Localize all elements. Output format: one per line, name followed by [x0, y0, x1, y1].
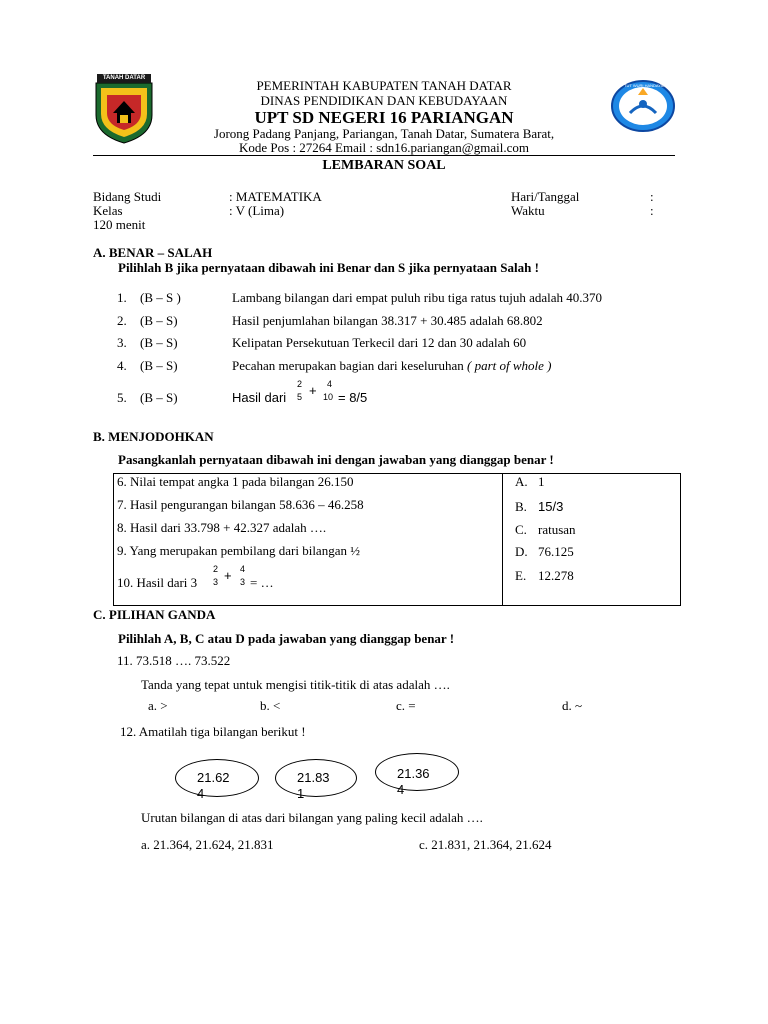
a-item-3-text: Kelipatan Persekutuan Terkecil dari 12 dan 30 adalah 60	[232, 335, 527, 350]
duration: 120 menit	[93, 217, 146, 232]
q12-n2-top: 21.83	[297, 770, 330, 785]
q11-option-c: c. =	[396, 698, 416, 713]
time-label: Waktu	[511, 203, 545, 218]
q12-option-c: c. 21.831, 21.364, 21.624	[419, 837, 552, 852]
tut-wuri-handayani-logo	[610, 79, 676, 133]
b-right-a-value: 1	[538, 474, 545, 489]
header-divider	[93, 155, 675, 156]
b-right-e-letter: E.	[515, 568, 527, 583]
header-contact: Kode Pos : 27264 Email : sdn16.pariangan@gmail.com	[239, 140, 529, 155]
b-right-d-letter: D.	[515, 544, 528, 559]
time-value: :	[650, 203, 654, 218]
section-b-instruction: Pasangkanlah pernyataan dibawah ini dengan jawaban yang dianggap benar !	[118, 452, 554, 467]
class-value: : V (Lima)	[229, 203, 285, 218]
subject-value: : MATEMATIKA	[229, 189, 322, 204]
b10-f1-den: 3	[213, 577, 219, 587]
doc-title: LEMBARAN SOAL	[322, 158, 446, 173]
section-a-instruction: Pilihlah B jika pernyataan dibawah ini Benar dan S jika pernyataan Salah !	[118, 260, 539, 275]
q11-stem: 11. 73.518 …. 73.522	[117, 653, 231, 668]
q12-prompt: Urutan bilangan di atas dari bilangan yang paling kecil adalah ….	[141, 810, 483, 825]
b10-plus: +	[224, 568, 232, 583]
q12-n1-bottom: 4	[197, 786, 205, 801]
b-left-7: 7. Hasil pengurangan bilangan 58.636 – 46.258	[117, 497, 364, 512]
b-right-b-value: 15/3	[538, 499, 564, 514]
b-left-9: 9. Yang merupakan pembilang dari bilangan ½	[117, 543, 360, 558]
header-line2: DINAS PENDIDIKAN DAN KEBUDAYAAN	[260, 93, 508, 108]
section-b-heading: B. MENJODOHKAN	[93, 429, 214, 444]
b-right-d-value: 76.125	[538, 544, 574, 559]
tanah-datar-logo	[93, 73, 155, 145]
a-item-4-choice: (B – S)	[140, 358, 178, 373]
a-item-4-num: 4.	[117, 358, 127, 373]
a-item-2-choice: (B – S)	[140, 313, 178, 328]
q12-n3-bottom: 4	[397, 782, 405, 797]
header-address: Jorong Padang Panjang, Pariangan, Tanah Datar, Sumatera Barat,	[213, 126, 555, 141]
q12-option-a: a. 21.364, 21.624, 21.831	[141, 837, 274, 852]
b-right-c-value: ratusan	[538, 522, 576, 537]
a-item-1-choice: (B – S )	[140, 290, 181, 305]
b-right-e-value: 12.278	[538, 568, 574, 583]
b-right-c-letter: C.	[515, 522, 527, 537]
header-line1: PEMERINTAH KABUPATEN TANAH DATAR	[256, 78, 512, 93]
a5-plus: +	[309, 383, 317, 398]
q12-n2-bottom: 1	[297, 786, 305, 801]
a-item-3-choice: (B – S)	[140, 335, 178, 350]
q11-option-a: a. >	[148, 698, 168, 713]
a5-frac1-num: 2	[297, 379, 303, 389]
q12-stem: 12. Amatilah tiga bilangan berikut !	[120, 724, 306, 739]
subject-label: Bidang Studi	[93, 189, 162, 204]
a5-frac1-den: 5	[297, 392, 303, 402]
q11-option-b: b. <	[260, 698, 281, 713]
a-item-5-choice: (B – S)	[140, 390, 178, 405]
b-right-b-letter: B.	[515, 499, 527, 514]
section-c-heading: C. PILIHAN GANDA	[93, 607, 216, 622]
day-label: Hari/Tanggal	[511, 189, 580, 204]
section-c-instruction: Pilihlah A, B, C atau D pada jawaban yang dianggap benar !	[118, 631, 455, 646]
a-item-3-num: 3.	[117, 335, 127, 350]
matching-table	[113, 473, 681, 606]
b10-f1-num: 2	[213, 564, 219, 574]
b-left-8: 8. Hasil dari 33.798 + 42.327 adalah ….	[117, 520, 327, 535]
b10-f2-den: 3	[240, 577, 246, 587]
a5-result: = 8/5	[338, 390, 368, 405]
q12-n3-top: 21.36	[397, 766, 430, 781]
b-right-a-letter: A.	[515, 474, 528, 489]
b10-f2-num: 4	[240, 564, 246, 574]
a5-frac2-den: 10	[323, 392, 334, 402]
logo-right-label: TUT WURI HANDAYANI	[624, 83, 668, 88]
b10-suffix: = …	[250, 575, 274, 590]
section-a-heading: A. BENAR – SALAH	[93, 245, 213, 260]
q11-option-d: d. ~	[562, 698, 583, 713]
q12-n1-top: 21.62	[197, 770, 230, 785]
a-item-5-text: Hasil dari	[232, 390, 287, 405]
b-left-10-prefix: 10. Hasil dari 3	[117, 575, 198, 590]
b-left-6: 6. Nilai tempat angka 1 pada bilangan 26.150	[117, 474, 354, 489]
matching-table-divider	[502, 473, 503, 606]
a-item-1-num: 1.	[117, 290, 127, 305]
a-item-2-num: 2.	[117, 313, 127, 328]
q11-prompt: Tanda yang tepat untuk mengisi titik-titik di atas adalah ….	[141, 677, 450, 692]
a-item-2-text: Hasil penjumlahan bilangan 38.317 + 30.485 adalah 68.802	[232, 313, 543, 328]
school-name: UPT SD NEGERI 16 PARIANGAN	[254, 108, 514, 127]
a-item-1-text: Lambang bilangan dari empat puluh ribu tiga ratus tujuh adalah 40.370	[232, 290, 603, 305]
a-item-4-text: Pecahan merupakan bagian dari keseluruhan ( part of whole )	[232, 358, 552, 373]
a-item-5-num: 5.	[117, 390, 127, 405]
day-value: :	[650, 189, 654, 204]
a5-frac2-num: 4	[327, 379, 333, 389]
class-label: Kelas	[93, 203, 123, 218]
logo-left-label: TANAH DATAR	[102, 75, 146, 81]
